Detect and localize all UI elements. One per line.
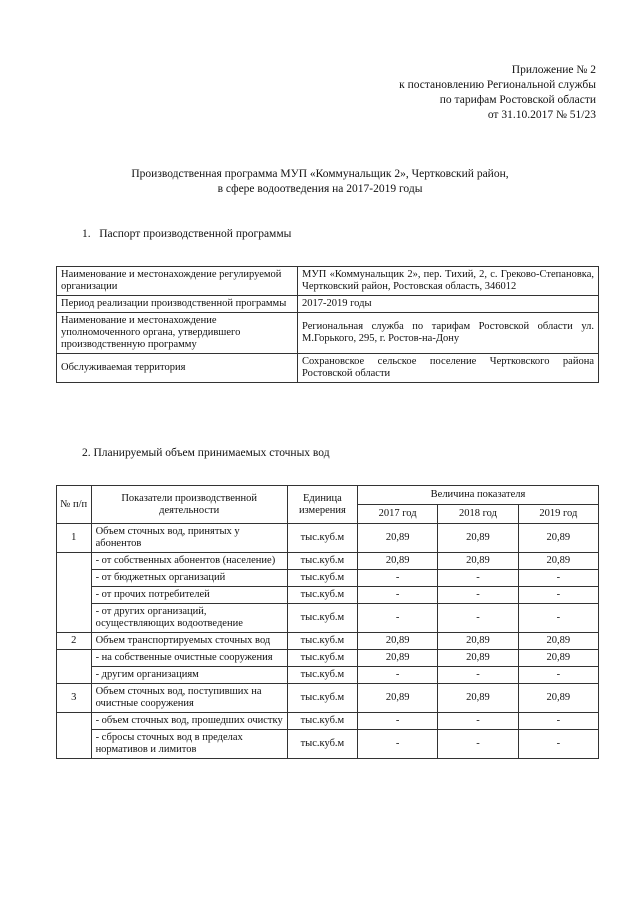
passport-value: Региональная служба по тарифам Ростовской области ул. М.Горького, 295, г. Ростов-на-Дону [298, 313, 599, 354]
passport-row [57, 313, 599, 354]
indicator-cell: - от бюджетных организаций [91, 570, 287, 587]
header-indicator: Показатели производственной деятельности [91, 486, 287, 524]
table-row [57, 587, 599, 604]
value-2019: 20,89 [518, 684, 598, 713]
value-2017: 20,89 [357, 524, 437, 553]
document-title [60, 167, 580, 197]
passport-row [57, 267, 599, 296]
appendix-line: Приложение № 2 [511, 64, 596, 76]
volume-table [56, 485, 599, 759]
title-line: Производственная программа МУП «Коммунальщик 2», Чертковский район, [131, 168, 509, 180]
value-2018: 20,89 [438, 684, 518, 713]
header-2018: 2018 год [438, 505, 518, 524]
table-row [57, 650, 599, 667]
value-2017: 20,89 [357, 684, 437, 713]
passport-key: Обслуживаемая территория [57, 354, 298, 383]
value-2017: 20,89 [357, 650, 437, 667]
passport-key: Наименование и местонахождение регулируемой организации [57, 267, 298, 296]
passport-value: Сохрановское сельское поселение Чертковского района Ростовской области [298, 354, 599, 383]
passport-value: 2017-2019 годы [298, 296, 599, 313]
value-2019: - [518, 713, 598, 730]
value-2018: - [438, 570, 518, 587]
header-2019: 2019 год [518, 505, 598, 524]
unit-cell: тыс.куб.м [287, 684, 357, 713]
indicator-cell: - от других организаций, осуществляющих водоотведение [91, 604, 287, 633]
value-2017: 20,89 [357, 553, 437, 570]
value-2019: 20,89 [518, 650, 598, 667]
table-row [57, 553, 599, 570]
value-2019: 20,89 [518, 553, 598, 570]
passport-row [57, 354, 599, 383]
row-number: 3 [57, 684, 92, 713]
header-value-group: Величина показателя [357, 486, 598, 505]
table-row [57, 713, 599, 730]
section-1-title: Паспорт производственной программы [99, 228, 292, 240]
row-number: 1 [57, 524, 92, 553]
row-number-empty [57, 713, 92, 759]
unit-cell: тыс.куб.м [287, 604, 357, 633]
unit-cell: тыс.куб.м [287, 650, 357, 667]
header-2017: 2017 год [357, 505, 437, 524]
row-number-empty [57, 553, 92, 633]
unit-cell: тыс.куб.м [287, 633, 357, 650]
appendix-header [399, 63, 596, 123]
value-2019: 20,89 [518, 633, 598, 650]
value-2018: 20,89 [438, 524, 518, 553]
indicator-cell: Объем сточных вод, принятых у абонентов [91, 524, 287, 553]
unit-cell: тыс.куб.м [287, 667, 357, 684]
passport-value: МУП «Коммунальщик 2», пер. Тихий, 2, с. Греково-Степановка, Чертковский район, Ростовская область, 346012 [298, 267, 599, 296]
indicator-cell: - от собственных абонентов (население) [91, 553, 287, 570]
value-2017: - [357, 604, 437, 633]
value-2018: - [438, 587, 518, 604]
unit-cell: тыс.куб.м [287, 587, 357, 604]
value-2017: 20,89 [357, 633, 437, 650]
table-row [57, 684, 599, 713]
table-row [57, 667, 599, 684]
indicator-cell: - от прочих потребителей [91, 587, 287, 604]
unit-cell: тыс.куб.м [287, 713, 357, 730]
value-2019: - [518, 730, 598, 759]
indicator-cell: - на собственные очистные сооружения [91, 650, 287, 667]
value-2017: - [357, 713, 437, 730]
header-unit: Единица измерения [287, 486, 357, 524]
table-row [57, 570, 599, 587]
section-1-heading [82, 228, 291, 240]
passport-key: Период реализации производственной программы [57, 296, 298, 313]
unit-cell: тыс.куб.м [287, 730, 357, 759]
indicator-cell: - объем сточных вод, прошедших очистку [91, 713, 287, 730]
section-1-number: 1. [82, 228, 91, 240]
indicator-cell: - сбросы сточных вод в пределах нормативов и лимитов [91, 730, 287, 759]
value-2018: - [438, 667, 518, 684]
table-row [57, 633, 599, 650]
row-number: 2 [57, 633, 92, 650]
value-2019: - [518, 587, 598, 604]
value-2018: 20,89 [438, 633, 518, 650]
value-2017: - [357, 570, 437, 587]
value-2019: - [518, 667, 598, 684]
indicator-cell: Объем сточных вод, поступивших на очистные сооружения [91, 684, 287, 713]
value-2017: - [357, 587, 437, 604]
indicator-cell: - другим организациям [91, 667, 287, 684]
unit-cell: тыс.куб.м [287, 524, 357, 553]
indicator-cell: Объем транспортируемых сточных вод [91, 633, 287, 650]
passport-row [57, 296, 599, 313]
title-line: в сфере водоотведения на 2017-2019 годы [217, 183, 423, 195]
section-2-heading: 2. Планируемый объем принимаемых сточных вод [82, 447, 330, 459]
table-row [57, 524, 599, 553]
value-2017: - [357, 667, 437, 684]
table-row [57, 604, 599, 633]
value-2019: 20,89 [518, 524, 598, 553]
value-2019: - [518, 570, 598, 587]
value-2018: - [438, 604, 518, 633]
unit-cell: тыс.куб.м [287, 570, 357, 587]
value-2019: - [518, 604, 598, 633]
appendix-line: по тарифам Ростовской области [439, 94, 596, 106]
appendix-line: к постановлению Региональной службы [399, 79, 596, 91]
value-2018: - [438, 730, 518, 759]
value-2018: - [438, 713, 518, 730]
value-2017: - [357, 730, 437, 759]
header-num: № п/п [57, 486, 92, 524]
unit-cell: тыс.куб.м [287, 553, 357, 570]
row-number-empty [57, 650, 92, 684]
passport-table [56, 266, 599, 383]
passport-key: Наименование и местонахождение уполномоченного органа, утвердившего производственную программу [57, 313, 298, 354]
value-2018: 20,89 [438, 650, 518, 667]
value-2018: 20,89 [438, 553, 518, 570]
appendix-line: от 31.10.2017 № 51/23 [487, 109, 596, 121]
table-row [57, 730, 599, 759]
